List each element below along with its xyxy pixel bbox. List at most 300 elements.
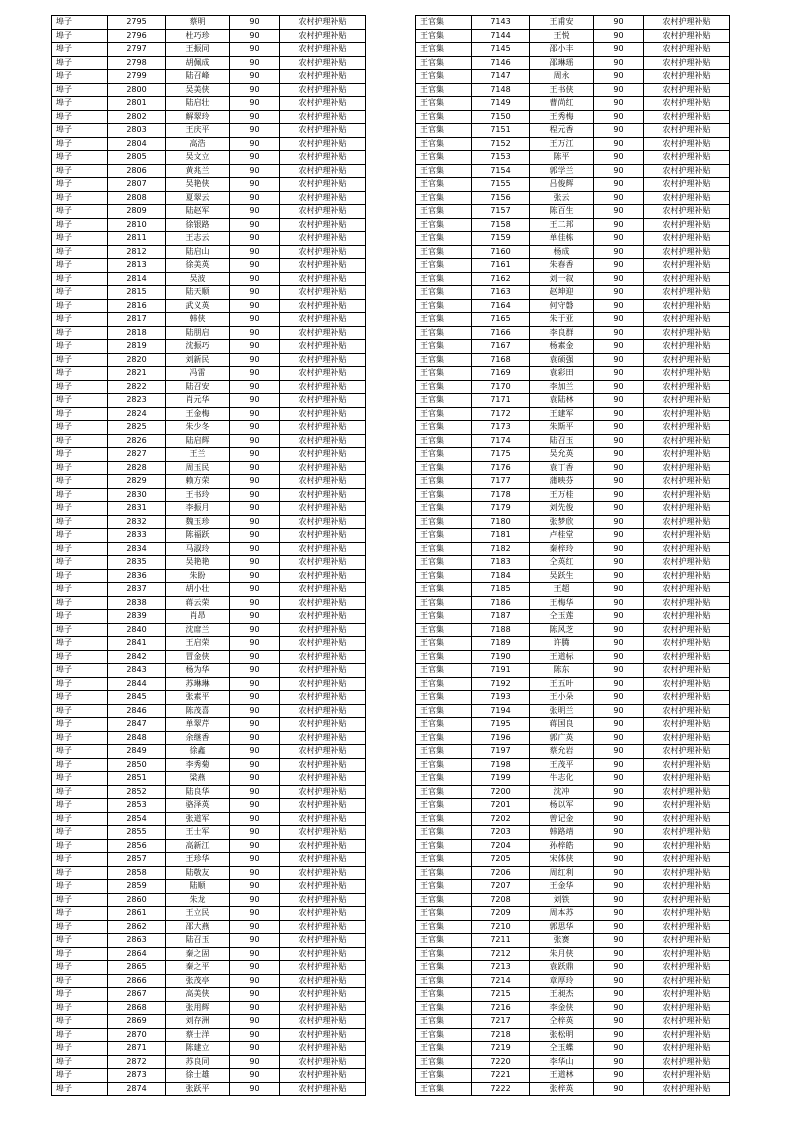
serial-cell: 2857 — [108, 853, 166, 867]
name-cell: 张梓英 — [530, 1082, 594, 1096]
name-cell: 赖方荣 — [166, 475, 230, 489]
town-cell: 王官集 — [416, 556, 472, 570]
serial-cell: 2815 — [108, 286, 166, 300]
serial-cell: 2871 — [108, 1042, 166, 1056]
table-row — [416, 731, 730, 745]
table-row — [416, 623, 730, 637]
amount-cell: 90 — [230, 380, 280, 394]
serial-cell: 2832 — [108, 515, 166, 529]
amount-cell: 90 — [230, 812, 280, 826]
town-cell: 王官集 — [416, 529, 472, 543]
serial-cell: 7214 — [472, 974, 530, 988]
serial-cell: 2867 — [108, 988, 166, 1002]
serial-cell: 7218 — [472, 1028, 530, 1042]
table-row — [52, 893, 366, 907]
amount-cell: 90 — [594, 947, 644, 961]
town-cell: 王官集 — [416, 691, 472, 705]
subsidy-type-cell: 农村护理补贴 — [280, 1055, 366, 1069]
subsidy-type-cell: 农村护理补贴 — [644, 623, 730, 637]
subsidy-type-cell: 农村护理补贴 — [644, 866, 730, 880]
table-row — [416, 43, 730, 57]
town-cell: 王官集 — [416, 1069, 472, 1083]
amount-cell: 90 — [230, 772, 280, 786]
serial-cell: 7149 — [472, 97, 530, 111]
subsidy-type-cell: 农村护理补贴 — [280, 569, 366, 583]
town-cell: 埠子 — [52, 907, 108, 921]
amount-cell: 90 — [230, 488, 280, 502]
amount-cell: 90 — [594, 691, 644, 705]
amount-cell: 90 — [230, 637, 280, 651]
serial-cell: 2856 — [108, 839, 166, 853]
town-cell: 埠子 — [52, 245, 108, 259]
table-row — [416, 1069, 730, 1083]
amount-cell: 90 — [594, 731, 644, 745]
table-row — [52, 623, 366, 637]
town-cell: 王官集 — [416, 218, 472, 232]
table-row — [416, 772, 730, 786]
table-row — [416, 988, 730, 1002]
town-cell: 埠子 — [52, 515, 108, 529]
subsidy-type-cell: 农村护理补贴 — [644, 664, 730, 678]
serial-cell: 7178 — [472, 488, 530, 502]
amount-cell: 90 — [230, 259, 280, 273]
serial-cell: 2798 — [108, 56, 166, 70]
amount-cell: 90 — [230, 110, 280, 124]
name-cell: 徐美英 — [166, 259, 230, 273]
serial-cell: 2873 — [108, 1069, 166, 1083]
town-cell: 王官集 — [416, 731, 472, 745]
name-cell: 袁彩田 — [530, 367, 594, 381]
subsidy-type-cell: 农村护理补贴 — [280, 380, 366, 394]
town-cell: 王官集 — [416, 448, 472, 462]
amount-cell: 90 — [230, 313, 280, 327]
subsidy-type-cell: 农村护理补贴 — [280, 866, 366, 880]
table-row — [416, 137, 730, 151]
table-row — [416, 178, 730, 192]
serial-cell: 7164 — [472, 299, 530, 313]
town-cell: 埠子 — [52, 164, 108, 178]
amount-cell: 90 — [230, 664, 280, 678]
amount-cell: 90 — [594, 866, 644, 880]
town-cell: 埠子 — [52, 596, 108, 610]
subsidy-type-cell: 农村护理补贴 — [644, 1082, 730, 1096]
name-cell: 王茂平 — [530, 758, 594, 772]
amount-cell: 90 — [594, 286, 644, 300]
serial-cell: 7182 — [472, 542, 530, 556]
table-row — [416, 893, 730, 907]
serial-cell: 7216 — [472, 1001, 530, 1015]
subsidy-type-cell: 农村护理补贴 — [644, 286, 730, 300]
amount-cell: 90 — [230, 272, 280, 286]
amount-cell: 90 — [594, 988, 644, 1002]
name-cell: 李华山 — [530, 1055, 594, 1069]
serial-cell: 7143 — [472, 16, 530, 30]
amount-cell: 90 — [594, 232, 644, 246]
table-row — [416, 434, 730, 448]
subsidy-type-cell: 农村护理补贴 — [280, 353, 366, 367]
name-cell: 陆召玉 — [530, 434, 594, 448]
subsidy-type-cell: 农村护理补贴 — [644, 1015, 730, 1029]
serial-cell: 2839 — [108, 610, 166, 624]
table-row — [416, 718, 730, 732]
amount-cell: 90 — [230, 151, 280, 165]
table-row — [52, 812, 366, 826]
name-cell: 章厚玲 — [530, 974, 594, 988]
serial-cell: 7197 — [472, 745, 530, 759]
table-row — [416, 1082, 730, 1096]
town-cell: 王官集 — [416, 758, 472, 772]
name-cell: 陈风芝 — [530, 623, 594, 637]
amount-cell: 90 — [594, 313, 644, 327]
amount-cell: 90 — [594, 299, 644, 313]
name-cell: 王甫安 — [530, 16, 594, 30]
name-cell: 陆顺 — [166, 880, 230, 894]
serial-cell: 2796 — [108, 29, 166, 43]
table-row — [52, 988, 366, 1002]
table-row — [52, 799, 366, 813]
amount-cell: 90 — [230, 1042, 280, 1056]
town-cell: 王官集 — [416, 475, 472, 489]
amount-cell: 90 — [594, 151, 644, 165]
name-cell: 徐鑫 — [166, 745, 230, 759]
amount-cell: 90 — [230, 1055, 280, 1069]
name-cell: 王金梅 — [166, 407, 230, 421]
name-cell: 单翠芹 — [166, 718, 230, 732]
serial-cell: 2812 — [108, 245, 166, 259]
amount-cell: 90 — [230, 758, 280, 772]
serial-cell: 2802 — [108, 110, 166, 124]
town-cell: 埠子 — [52, 461, 108, 475]
town-cell: 王官集 — [416, 367, 472, 381]
table-row — [52, 839, 366, 853]
subsidy-type-cell: 农村护理补贴 — [644, 880, 730, 894]
town-cell: 埠子 — [52, 326, 108, 340]
table-row — [416, 596, 730, 610]
serial-cell: 2819 — [108, 340, 166, 354]
name-cell: 王悦 — [530, 29, 594, 43]
serial-cell: 2820 — [108, 353, 166, 367]
amount-cell: 90 — [230, 974, 280, 988]
subsidy-type-cell: 农村护理补贴 — [280, 191, 366, 205]
town-cell: 埠子 — [52, 529, 108, 543]
amount-cell: 90 — [230, 29, 280, 43]
town-cell: 埠子 — [52, 259, 108, 273]
town-cell: 王官集 — [416, 178, 472, 192]
subsidy-type-cell: 农村护理补贴 — [644, 515, 730, 529]
name-cell: 陆敬友 — [166, 866, 230, 880]
subsidy-type-cell: 农村护理补贴 — [280, 718, 366, 732]
name-cell: 张赛 — [530, 934, 594, 948]
amount-cell: 90 — [594, 124, 644, 138]
serial-cell: 2800 — [108, 83, 166, 97]
table-row — [52, 434, 366, 448]
subsidy-type-cell: 农村护理补贴 — [280, 272, 366, 286]
subsidy-type-cell: 农村护理补贴 — [280, 475, 366, 489]
subsidy-type-cell: 农村护理补贴 — [644, 691, 730, 705]
serial-cell: 2845 — [108, 691, 166, 705]
name-cell: 余继香 — [166, 731, 230, 745]
amount-cell: 90 — [230, 16, 280, 30]
town-cell: 王官集 — [416, 502, 472, 516]
serial-cell: 7189 — [472, 637, 530, 651]
town-cell: 埠子 — [52, 556, 108, 570]
name-cell: 陆召安 — [166, 380, 230, 394]
table-row — [52, 758, 366, 772]
town-cell: 王官集 — [416, 1082, 472, 1096]
table-row — [52, 569, 366, 583]
subsidy-type-cell: 农村护理补贴 — [280, 340, 366, 354]
table-row — [52, 772, 366, 786]
table-row — [416, 1028, 730, 1042]
serial-cell: 7172 — [472, 407, 530, 421]
name-cell: 王立民 — [166, 907, 230, 921]
town-cell: 王官集 — [416, 205, 472, 219]
subsidy-type-cell: 农村护理补贴 — [280, 596, 366, 610]
town-cell: 王官集 — [416, 799, 472, 813]
town-cell: 埠子 — [52, 191, 108, 205]
amount-cell: 90 — [594, 326, 644, 340]
town-cell: 埠子 — [52, 610, 108, 624]
amount-cell: 90 — [594, 880, 644, 894]
name-cell: 程元香 — [530, 124, 594, 138]
town-cell: 王官集 — [416, 259, 472, 273]
table-row — [52, 299, 366, 313]
name-cell: 袁丁香 — [530, 461, 594, 475]
subsidy-type-cell: 农村护理补贴 — [644, 380, 730, 394]
name-cell: 朱少冬 — [166, 421, 230, 435]
name-cell: 夏翠云 — [166, 191, 230, 205]
table-row — [416, 974, 730, 988]
name-cell: 袁陆林 — [530, 394, 594, 408]
serial-cell: 7175 — [472, 448, 530, 462]
amount-cell: 90 — [594, 434, 644, 448]
table-row — [416, 299, 730, 313]
table-row — [52, 97, 366, 111]
subsidy-type-cell: 农村护理补贴 — [280, 583, 366, 597]
amount-cell: 90 — [594, 569, 644, 583]
amount-cell: 90 — [230, 542, 280, 556]
amount-cell: 90 — [230, 56, 280, 70]
name-cell: 沈冲 — [530, 785, 594, 799]
serial-cell: 7183 — [472, 556, 530, 570]
subsidy-type-cell: 农村护理补贴 — [280, 961, 366, 975]
subsidy-type-cell: 农村护理补贴 — [644, 83, 730, 97]
name-cell: 徐银路 — [166, 218, 230, 232]
town-cell: 王官集 — [416, 1015, 472, 1029]
table-row — [52, 475, 366, 489]
subsidy-type-cell: 农村护理补贴 — [280, 799, 366, 813]
table-row — [52, 259, 366, 273]
amount-cell: 90 — [594, 272, 644, 286]
name-cell: 许腾 — [530, 637, 594, 651]
name-cell: 肖昂 — [166, 610, 230, 624]
serial-cell: 7220 — [472, 1055, 530, 1069]
table-row — [52, 340, 366, 354]
amount-cell: 90 — [230, 205, 280, 219]
town-cell: 埠子 — [52, 286, 108, 300]
table-row — [416, 259, 730, 273]
subsidy-type-cell: 农村护理补贴 — [644, 542, 730, 556]
serial-cell: 7148 — [472, 83, 530, 97]
name-cell: 陈平 — [530, 151, 594, 165]
amount-cell: 90 — [230, 394, 280, 408]
amount-cell: 90 — [594, 178, 644, 192]
town-cell: 王官集 — [416, 866, 472, 880]
town-cell: 王官集 — [416, 812, 472, 826]
name-cell: 吴美侠 — [166, 83, 230, 97]
name-cell: 魏玉珍 — [166, 515, 230, 529]
subsidy-type-cell: 农村护理补贴 — [644, 799, 730, 813]
amount-cell: 90 — [594, 542, 644, 556]
table-row — [416, 97, 730, 111]
amount-cell: 90 — [230, 893, 280, 907]
subsidy-type-cell: 农村护理补贴 — [280, 610, 366, 624]
name-cell: 邵小丰 — [530, 43, 594, 57]
amount-cell: 90 — [230, 785, 280, 799]
table-row — [52, 826, 366, 840]
name-cell: 张云 — [530, 191, 594, 205]
subsidy-type-cell: 农村护理补贴 — [644, 1001, 730, 1015]
amount-cell: 90 — [594, 623, 644, 637]
table-row — [416, 70, 730, 84]
town-cell: 王官集 — [416, 407, 472, 421]
table-row — [52, 272, 366, 286]
amount-cell: 90 — [594, 502, 644, 516]
serial-cell: 7170 — [472, 380, 530, 394]
table-row — [52, 394, 366, 408]
amount-cell: 90 — [230, 623, 280, 637]
table-row — [416, 880, 730, 894]
serial-cell: 7207 — [472, 880, 530, 894]
name-cell: 王五叶 — [530, 677, 594, 691]
serial-cell: 7161 — [472, 259, 530, 273]
table-row — [52, 110, 366, 124]
name-cell: 李金侠 — [530, 1001, 594, 1015]
serial-cell: 2814 — [108, 272, 166, 286]
subsidy-type-cell: 农村护理补贴 — [644, 110, 730, 124]
town-cell: 王官集 — [416, 569, 472, 583]
amount-cell: 90 — [230, 178, 280, 192]
amount-cell: 90 — [230, 826, 280, 840]
name-cell: 朱盼 — [166, 569, 230, 583]
town-cell: 王官集 — [416, 286, 472, 300]
amount-cell: 90 — [594, 812, 644, 826]
amount-cell: 90 — [230, 1069, 280, 1083]
amount-cell: 90 — [594, 97, 644, 111]
subsidy-type-cell: 农村护理补贴 — [644, 650, 730, 664]
amount-cell: 90 — [230, 83, 280, 97]
amount-cell: 90 — [230, 691, 280, 705]
table-row — [52, 313, 366, 327]
name-cell: 黄兆兰 — [166, 164, 230, 178]
amount-cell: 90 — [230, 677, 280, 691]
amount-cell: 90 — [230, 529, 280, 543]
table-row — [52, 691, 366, 705]
serial-cell: 2807 — [108, 178, 166, 192]
subsidy-type-cell: 农村护理补贴 — [280, 367, 366, 381]
subsidy-type-cell: 农村护理补贴 — [644, 232, 730, 246]
serial-cell: 7159 — [472, 232, 530, 246]
subsidy-type-cell: 农村护理补贴 — [280, 826, 366, 840]
name-cell: 陆朋启 — [166, 326, 230, 340]
town-cell: 埠子 — [52, 947, 108, 961]
subsidy-type-cell: 农村护理补贴 — [280, 164, 366, 178]
serial-cell: 2816 — [108, 299, 166, 313]
town-cell: 埠子 — [52, 56, 108, 70]
subsidy-type-cell: 农村护理补贴 — [644, 583, 730, 597]
table-row — [416, 664, 730, 678]
subsidy-type-cell: 农村护理补贴 — [280, 542, 366, 556]
town-cell: 埠子 — [52, 772, 108, 786]
amount-cell: 90 — [594, 367, 644, 381]
table-row — [416, 1001, 730, 1015]
table-row — [416, 367, 730, 381]
town-cell: 埠子 — [52, 934, 108, 948]
amount-cell: 90 — [230, 434, 280, 448]
name-cell: 吴文立 — [166, 151, 230, 165]
serial-cell: 7180 — [472, 515, 530, 529]
town-cell: 埠子 — [52, 178, 108, 192]
amount-cell: 90 — [230, 745, 280, 759]
table-row — [416, 232, 730, 246]
subsidy-type-cell: 农村护理补贴 — [644, 367, 730, 381]
town-cell: 王官集 — [416, 704, 472, 718]
town-cell: 埠子 — [52, 1082, 108, 1096]
town-cell: 王官集 — [416, 56, 472, 70]
amount-cell: 90 — [594, 1028, 644, 1042]
name-cell: 张道军 — [166, 812, 230, 826]
town-cell: 王官集 — [416, 137, 472, 151]
amount-cell: 90 — [230, 245, 280, 259]
name-cell: 蔡明 — [166, 16, 230, 30]
subsidy-type-cell: 农村护理补贴 — [644, 961, 730, 975]
serial-cell: 2797 — [108, 43, 166, 57]
serial-cell: 2840 — [108, 623, 166, 637]
subsidy-type-cell: 农村护理补贴 — [644, 407, 730, 421]
town-cell: 埠子 — [52, 1001, 108, 1015]
amount-cell: 90 — [230, 340, 280, 354]
serial-cell: 7185 — [472, 583, 530, 597]
subsidy-type-cell: 农村护理补贴 — [280, 1001, 366, 1015]
amount-cell: 90 — [230, 907, 280, 921]
name-cell: 王启荣 — [166, 637, 230, 651]
name-cell: 刘先俊 — [530, 502, 594, 516]
name-cell: 王庆平 — [166, 124, 230, 138]
subsidy-type-cell: 农村护理补贴 — [280, 677, 366, 691]
amount-cell: 90 — [230, 70, 280, 84]
name-cell: 宋体侠 — [530, 853, 594, 867]
table-row — [52, 664, 366, 678]
subsidy-type-cell: 农村护理补贴 — [644, 785, 730, 799]
serial-cell: 2831 — [108, 502, 166, 516]
name-cell: 陆天顺 — [166, 286, 230, 300]
table-row — [52, 583, 366, 597]
subsidy-type-cell: 农村护理补贴 — [280, 407, 366, 421]
table-row — [416, 556, 730, 570]
name-cell: 陆赵军 — [166, 205, 230, 219]
town-cell: 王官集 — [416, 826, 472, 840]
name-cell: 吴跃生 — [530, 569, 594, 583]
subsidy-type-cell: 农村护理补贴 — [644, 1042, 730, 1056]
table-row — [416, 313, 730, 327]
table-row — [416, 56, 730, 70]
town-cell: 王官集 — [416, 43, 472, 57]
subsidy-type-cell: 农村护理补贴 — [644, 421, 730, 435]
serial-cell: 2870 — [108, 1028, 166, 1042]
town-cell: 王官集 — [416, 461, 472, 475]
amount-cell: 90 — [230, 731, 280, 745]
town-cell: 埠子 — [52, 29, 108, 43]
